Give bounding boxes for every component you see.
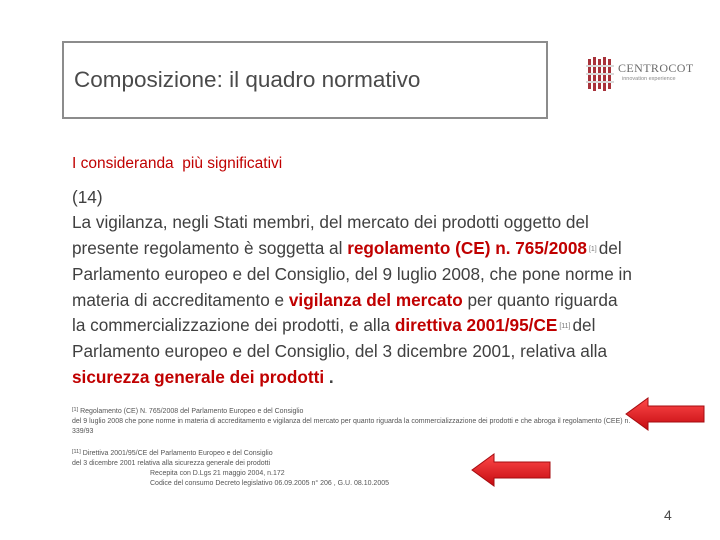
footnote-2-line4: Codice del consumo Decreto legislativo 06.09.2005 n° 206 , G.U. 08.10.2005 (150, 480, 390, 487)
regulation-765-link[interactable]: regolamento (CE) n. 765/2008 (347, 237, 587, 258)
title-frame (62, 41, 548, 119)
section-heading: I consideranda più significativi (72, 155, 283, 172)
paragraph-text-2: del Parlamento europeo e del Consiglio, del 9 luglio 2008, che pone norme in materia di accreditamento e (72, 237, 632, 310)
red-arrow-icon (470, 452, 552, 488)
footnote-ref-2[interactable]: [11] (559, 323, 571, 331)
footnote-ref-1[interactable]: [1] (588, 245, 597, 253)
logo-mark-icon (586, 55, 616, 95)
footnote-2-line2: del 3 dicembre 2001 relativa alla sicurezza generale dei prodotti (72, 460, 271, 467)
directive-2001-95-link[interactable]: direttiva 2001/95/CE (394, 315, 558, 336)
paragraph-text-5: . (324, 366, 334, 387)
market-surveillance-highlight: vigilanza del mercato (288, 289, 463, 310)
paragraph-text-1: La vigilanza, negli Stati membri, del mercato dei prodotti oggetto del presente regolamento è soggetta al (72, 212, 589, 258)
footnote-1 (72, 405, 632, 437)
footnote-1-line1: Regolamento (CE) N. 765/2008 del Parlamento Europeo e del Consiglio (78, 408, 304, 415)
product-safety-highlight: sicurezza generale dei prodotti (72, 366, 325, 387)
logo-tagline: innovation experience (622, 76, 676, 82)
centrocot-logo (586, 55, 692, 95)
footnote-1-marker: [1] (72, 407, 79, 413)
page-number: 4 (664, 507, 672, 523)
footnote-2-line3: Recepita con D.Lgs 21 maggio 2004, n.172 (150, 470, 285, 477)
footnote-2-line1: Direttiva 2001/95/CE del Parlamento Europeo e del Consiglio (80, 450, 273, 457)
footnote-1-line2: del 9 luglio 2008 che pone norme in materia di accreditamento e vigilanza del mercato per quanto riguarda la commercializzazione dei prodotti e che abroga il regolamento (CEE) n. 339/93 (72, 418, 631, 435)
footnote-2-marker: [11] (72, 449, 81, 455)
slide-title: Composizione: il quadro normativo (74, 67, 421, 92)
red-arrow-icon (624, 396, 706, 432)
paragraph-number: (14) (72, 187, 103, 207)
paragraph-text-4: del Parlamento europeo e del Consiglio, del 3 dicembre 2001, relativa alla (72, 315, 608, 362)
considerando-paragraph (72, 185, 632, 390)
paragraph-text-3: per quanto riguarda la commercializzazione dei prodotti, e alla (72, 289, 618, 336)
logo-name: CENTROCOT (618, 61, 694, 75)
